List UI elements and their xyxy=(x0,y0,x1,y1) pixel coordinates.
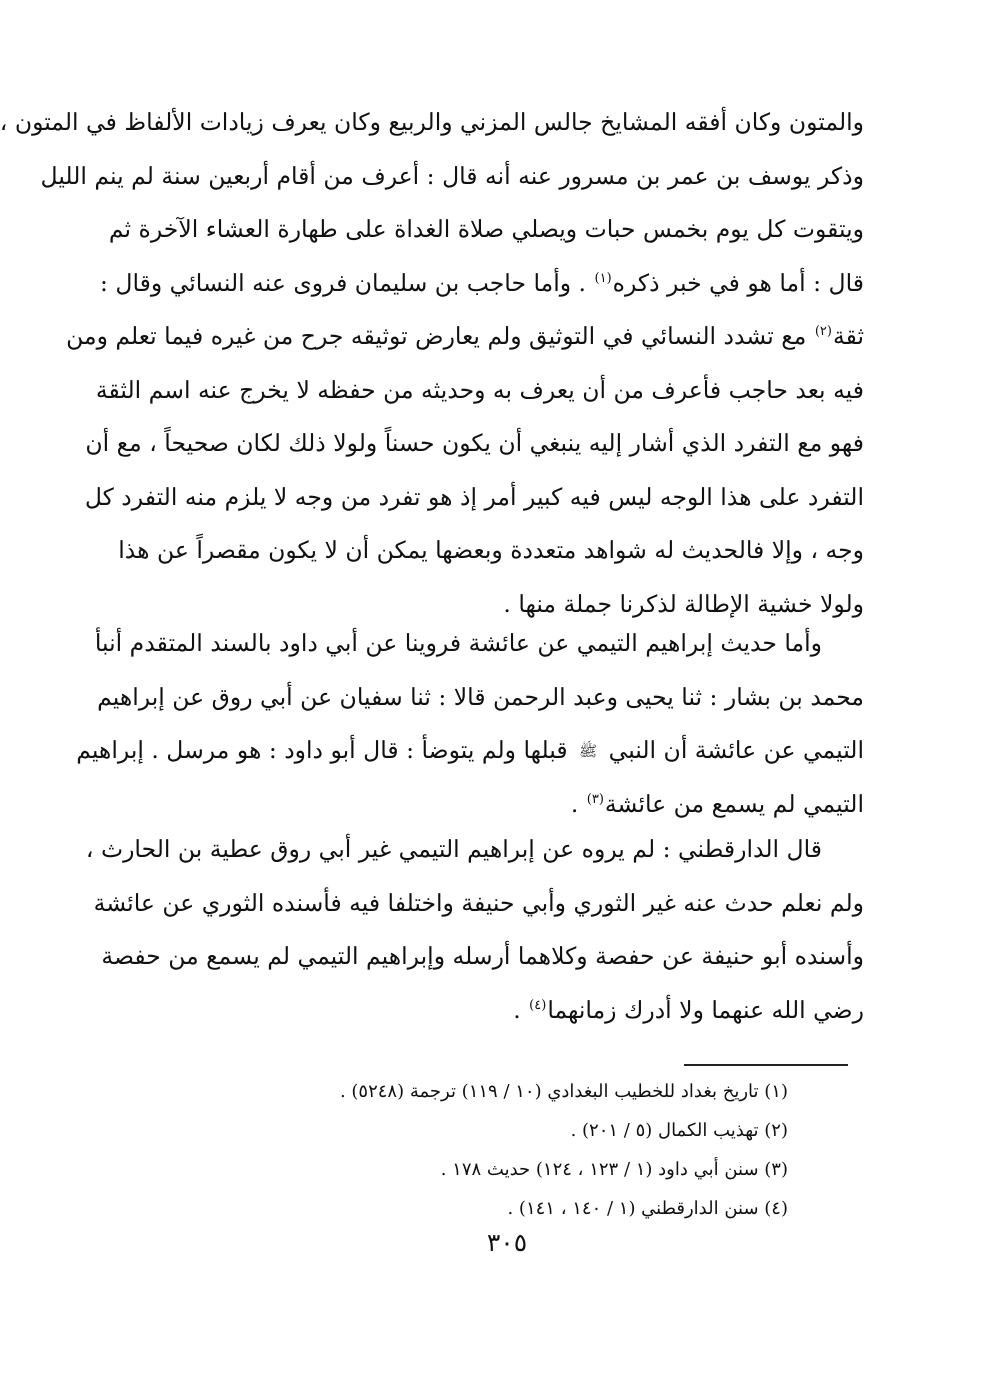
text-line xyxy=(100,257,864,311)
text-line: قال الدارقطني : لم يروه عن إبراهيم التيمي غير أبي روق عطية بن الحارث ، xyxy=(85,835,822,863)
line-segment: رضي الله عنهما ولا أدرك زمانهما xyxy=(547,995,864,1024)
footnote-4: (٤) سنن الدارقطني (١ / ١٤٠ ، ١٤١) . xyxy=(507,1198,788,1219)
text-line: التفرد على هذا الوجه ليس فيه كبير أمر إذ هو تفرد من وجه لا يلزم منه التفرد كل xyxy=(84,482,864,511)
text-line: وجه ، وإلا فالحديث له شواهد متعددة وبعضها يمكن أن لا يكون مقصراً عن هذا xyxy=(118,536,864,564)
text-line: فهو مع التفرد الذي أشار إليه ينبغي أن يكون حسناً ولولا ذلك لكان صحيحاً ، مع أن xyxy=(85,429,864,457)
text-line: فيه بعد حاجب فأعرف من أن يعرف به وحديثه من حفظه لا يخرج عنه اسم الثقة xyxy=(95,375,864,404)
footnote-1: (١) تاريخ بغداد للخطيب البغدادي (١٠ / ١١٩) ترجمة (٥٢٤٨) . xyxy=(339,1081,788,1102)
text-line xyxy=(76,724,864,778)
line-segment: التيمي عن عائشة أن النبي xyxy=(601,736,864,764)
text-line xyxy=(138,984,864,1038)
footnote-separator xyxy=(684,1064,848,1066)
text-line: ولولا خشية الإطالة لذكرنا جملة منها . xyxy=(503,589,864,618)
footnote-ref-3: (٣) xyxy=(586,791,604,807)
line-segment: . xyxy=(570,789,586,818)
footnote-3: (٣) سنن أبي داود (١ / ١٢٣ ، ١٢٤) حديث ١٧٨ . xyxy=(440,1159,788,1180)
text-line: وأما حديث إبراهيم التيمي عن عائشة فروينا عن أبي داود بالسند المتقدم أنبأ xyxy=(94,629,822,657)
line-segment: ثقة xyxy=(832,322,864,350)
line-segment: مع تشدد النسائي في التوثيق ولم يعارض توثيقه جرح من غيره فيما تعلم ومن xyxy=(66,322,814,350)
line-segment: . وأما حاجب بن سليمان فروى عنه النسائي وقال : xyxy=(100,268,594,297)
page-number: ٣٠٥ xyxy=(486,1228,528,1257)
text-line: ويتقوت كل يوم بخمس حبات ويصلي صلاة الغداة على طهارة العشاء الآخرة ثم xyxy=(108,215,864,243)
paragraph-2 xyxy=(76,617,864,831)
footnote-ref-1: (١) xyxy=(594,270,612,286)
footnotes xyxy=(340,1072,788,1228)
footnote-2: (٢) تهذيب الكمال (٥ / ٢٠١) . xyxy=(570,1120,788,1141)
footnote-ref-2: (٢) xyxy=(814,324,832,340)
text-line: والمتون وكان أفقه المشايخ جالس المزني والربيع وكان يعرف زيادات الألفاظ في المتون ، xyxy=(0,108,864,136)
paragraph-3 xyxy=(85,823,864,1037)
line-segment: قبلها ولم يتوضأ : قال أبو داود : هو مرسل . إبراهيم xyxy=(76,736,576,764)
salutation-symbol: ﷺ xyxy=(579,741,598,760)
line-segment: التيمي لم يسمع من عائشة xyxy=(604,789,864,818)
text-line: ولم نعلم حدث عنه غير الثوري وأبي حنيفة واختلفا فيه فأسنده الثوري عن عائشة xyxy=(93,888,864,917)
paragraph-1 xyxy=(0,96,864,631)
text-line: وذكر يوسف بن عمر بن مسرور عنه أنه قال : أعرف من أقام أربعين سنة لم ينم الليل xyxy=(40,161,864,190)
text-line: وأسنده أبو حنيفة عن حفصة وكلاهما أرسله وإبراهيم التيمي لم يسمع من حفصة xyxy=(101,942,864,970)
line-segment: . xyxy=(513,995,529,1024)
text-line xyxy=(66,310,864,364)
text-line: محمد بن بشار : ثنا يحيى وعبد الرحمن قالا : ثنا سفيان عن أبي روق عن إبراهيم xyxy=(97,682,864,711)
footnote-ref-4: (٤) xyxy=(529,997,547,1013)
line-segment: قال : أما هو في خبر ذكره xyxy=(612,268,864,297)
